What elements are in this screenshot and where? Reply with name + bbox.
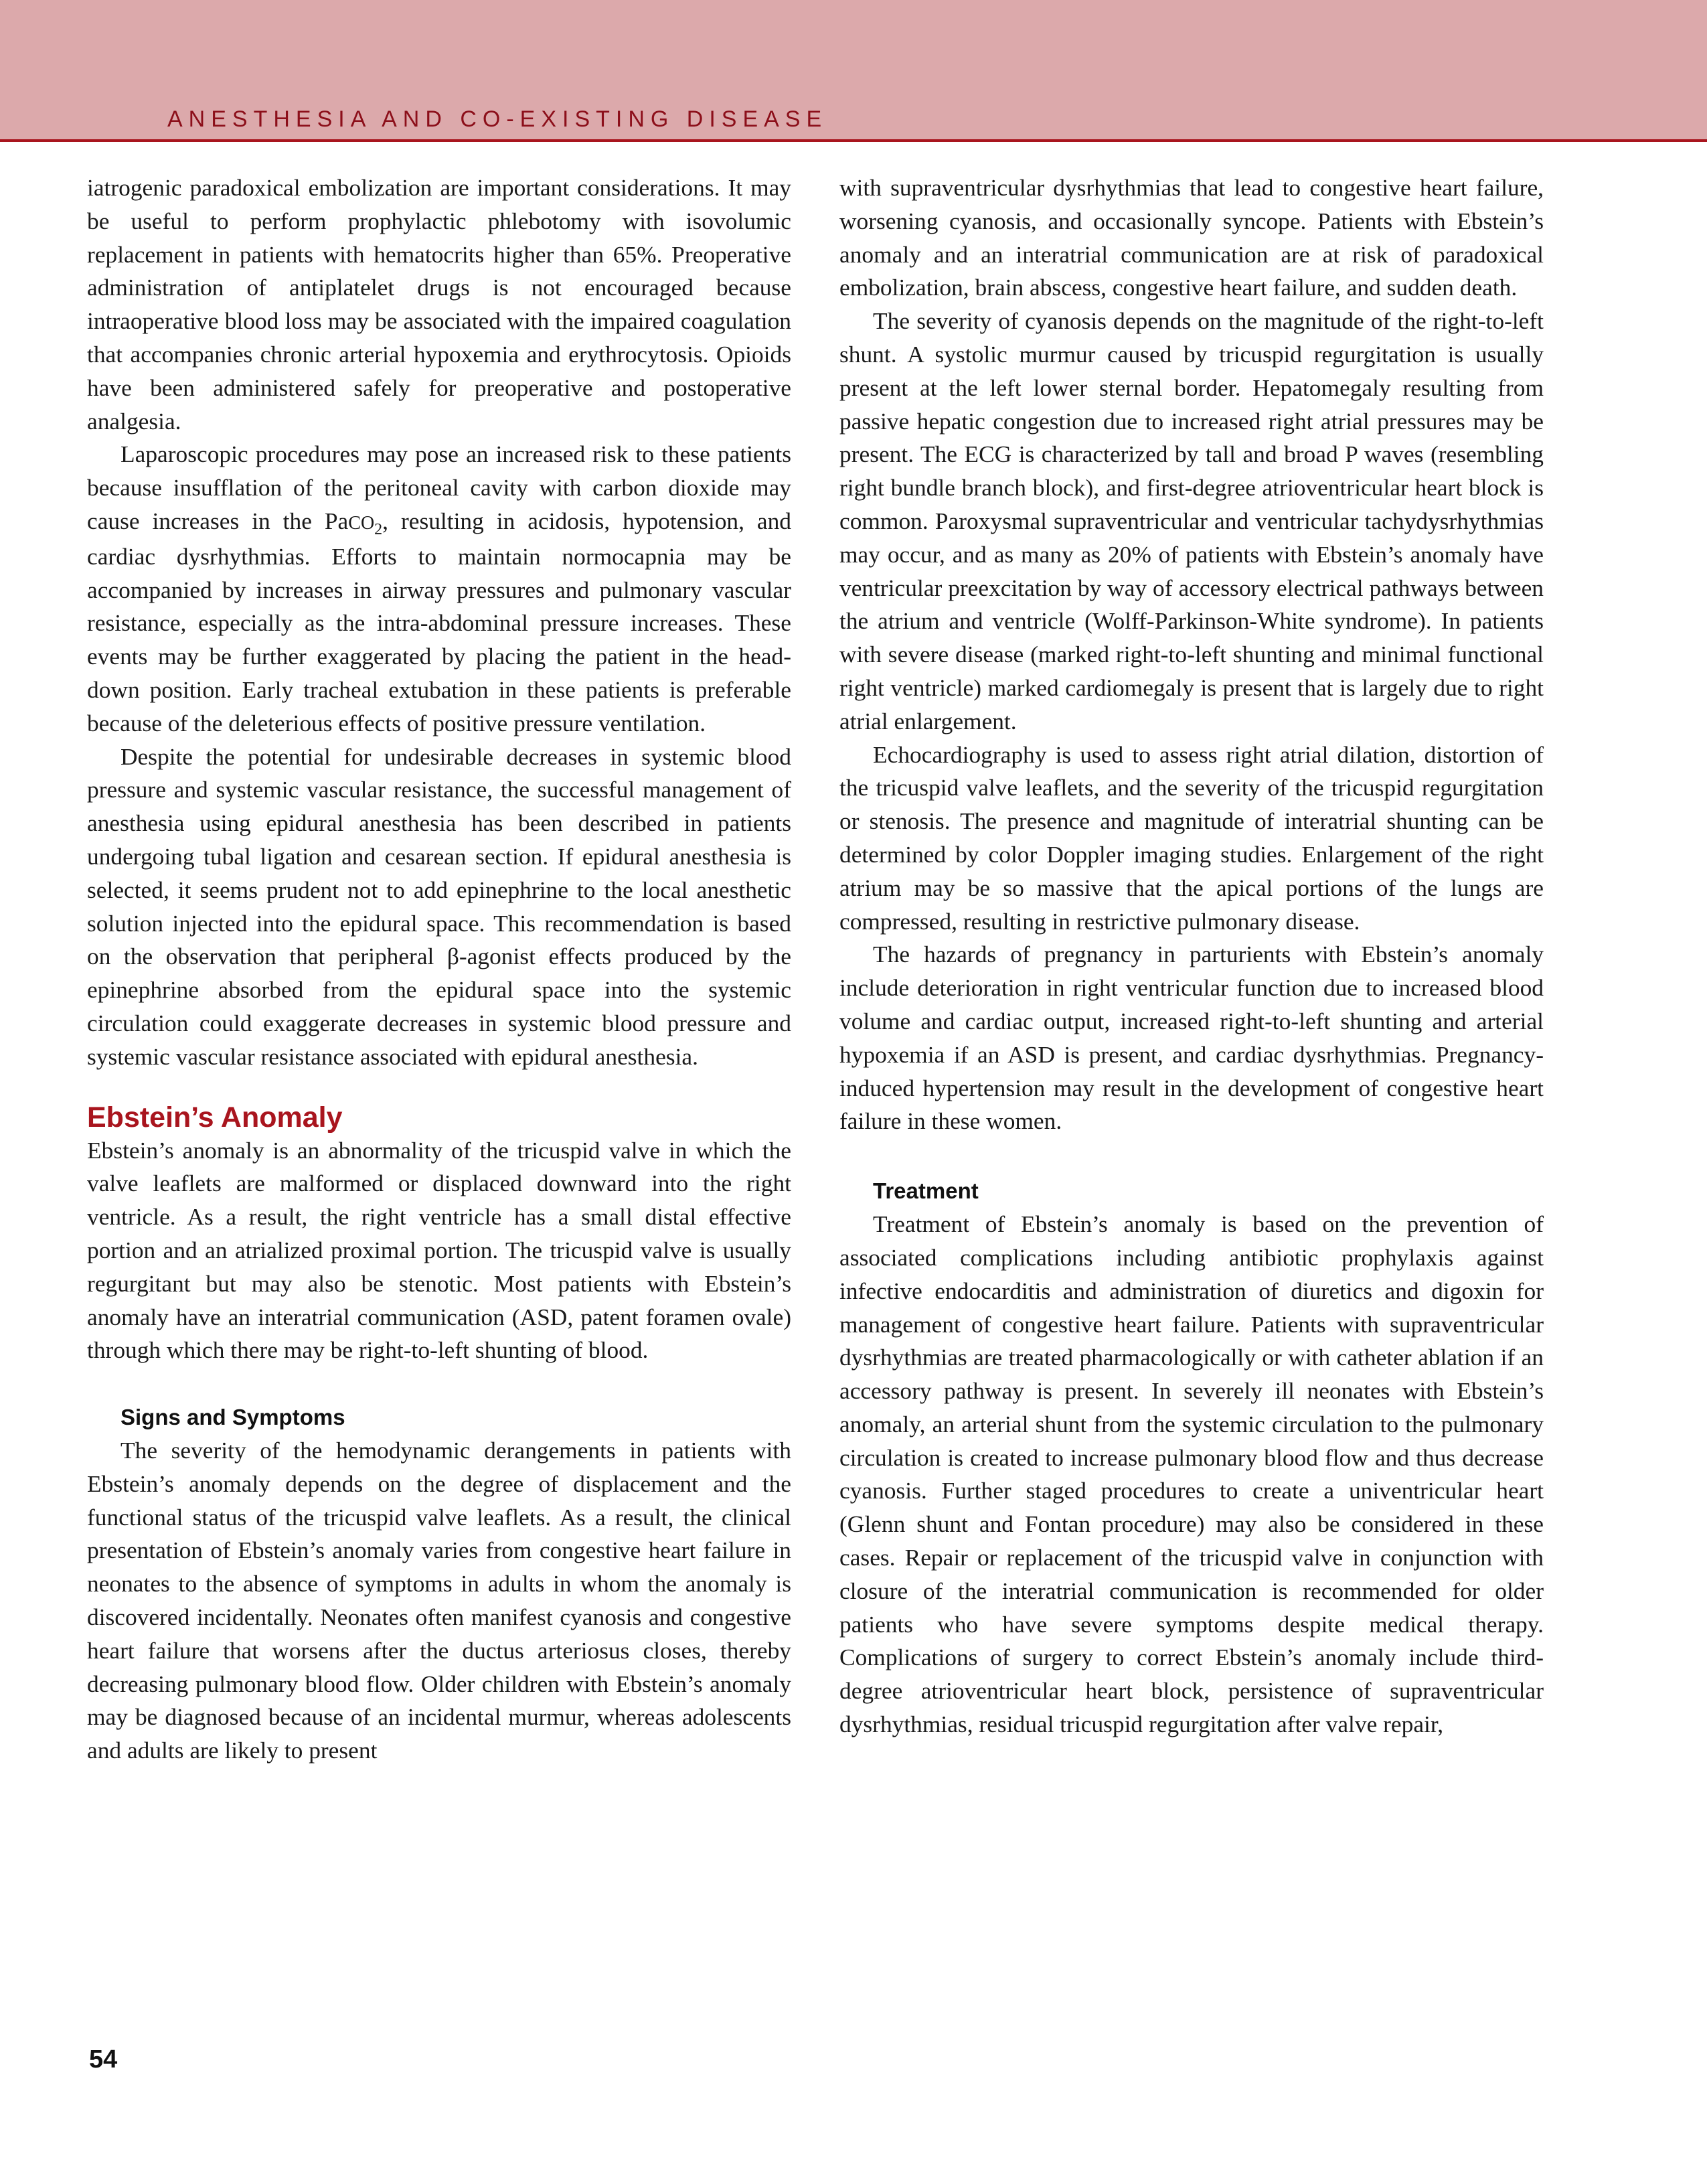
paragraph: Echocardiography is used to assess right atrial dilation, distortion of the tricuspid valve leaflets, and the severity of the tricuspid regurgitation or stenosis. The presence and magnitude of interatrial shunting can be determined by color Doppler imaging studies. Enlargement of the right atrium may be so massive that the apical portions of the lungs are compressed, resulting in restrictive pulmonary disease. [839, 740, 1544, 935]
paragraph: The severity of the hemodynamic derangements in patients with Ebstein’s anomaly depends on the degree of displacement and the functional status of the tricuspid valve leaflets. As a result, the clinical presentation of Ebstein’s anomaly varies from congestive heart failure in neonates to the absence of symptoms in adults in whom the anomaly is discovered incidentally. Neonates often manifest cyanosis and congestive heart failure that worsens after the ductus arteriosus closes, thereby decreasing pulmonary blood flow. Older children with Ebstein’s anomaly may be diagnosed because of an incidental murmur, whereas adolescents and adults are likely to present [87, 1437, 791, 1764]
paragraph: Despite the potential for undesirable decreases in systemic blood pressure and systemic vascular resistance, the successful management of anesthesia using epidural anesthesia has been described in patients undergoing tubal ligation and cesarean section. If epidural anesthesia is selected, it seems prudent not to add epinephrine to the local anesthetic solution injected into the epidural space. This recommendation is based on the observation that peripheral β-agonist effects produced by the epinephrine absorbed from the epidural space into the systemic circulation could exaggerate decreases in systemic blood pressure and systemic vascular resistance associated with epidural anesthesia. [87, 743, 791, 1070]
left-column [87, 171, 791, 1768]
header-band [0, 0, 1707, 142]
paragraph: The severity of cyanosis depends on the magnitude of the right-to-left shunt. A systolic murmur caused by tricuspid regurgitation is usually present at the left lower sternal border. Hepatomegaly resulting from passive hepatic congestion due to increased right atrial pressures may be present. The ECG is characterized by tall and broad P waves (resembling right bundle branch block), and first-degree atrioventricular heart block is common. Paroxysmal supraventricular and ventricular tachydysrhythmias may occur, and as many as 20% of patients with Ebstein’s anomaly have ventricular preexcitation by way of accessory electrical pathways between the atrium and ventricle (Wolff-Parkinson-White syndrome). In patients with severe disease (marked right-to-left shunting and minimal functional right ventricle) marked cardiomegaly is present that is largely due to right atrial enlargement. [839, 307, 1544, 734]
paragraph: Ebstein’s anomaly is an abnormality of the tricuspid valve in which the valve leaflets are malformed or displaced downward into the right ventricle. As a result, the right ventricle has a small distal effective portion and an atrialized proximal portion. The tricuspid valve is usually regurgitant but may also be stenotic. Most patients with Ebstein’s anomaly have an interatrial communication (ASD, patent foramen ovale) through which there may be right-to-left shunting of blood. [87, 1136, 791, 1364]
paco2-co: CO [348, 512, 375, 534]
section-heading: Ebstein’s Anomaly [87, 1101, 343, 1134]
paragraph [87, 438, 791, 740]
paco2-subscript: 2 [374, 521, 383, 539]
paragraph: The hazards of pregnancy in parturients with Ebstein’s anomaly include deterioration in right ventricular function due to increased blood volume and cardiac output, increased right-to-left shunting and arterial hypoxemia if an ASD is present, and cardiac dysrhythmias. Pregnancy-induced hypertension may result in the development of congestive heart failure in these women. [839, 941, 1544, 1135]
right-column [839, 171, 1544, 1741]
paragraph: Treatment of Ebstein’s anomaly is based on the prevention of associated complications including antibiotic prophylaxis against infective endocarditis and administration of diuretics and digoxin for management of congestive heart failure. Patients with supraventricular dysrhythmias are treated pharmacologically or with catheter ablation if an accessory pathway is present. In severely ill neonates with Ebstein’s anomaly, an arterial shunt from the systemic circulation to the pulmonary circulation is created to increase pulmonary blood flow and thus decrease cyanosis. Further staged procedures to create a univentricular heart (Glenn shunt and Fontan procedure) may also be considered in these cases. Repair or replacement of the tricuspid valve in conjunction with closure of the interatrial communication is recommended for older patients who have severe symptoms despite medical therapy. Complications of surgery to correct Ebstein’s anomaly include third-degree atrioventricular heart block, persistence of supraventricular dysrhythmias, residual tricuspid regurgitation after valve repair, [839, 1211, 1544, 1738]
paragraph-text: , resulting in acidosis, hypotension, and cardiac dysrhythmias. Efforts to maintain normocapnia may be accompanied by increases in airway pressures and pulmonary vascular resistance, especially as the intra-abdominal pressure increases. These events may be further exaggerated by placing the patient in the head-down position. Early tracheal extubation in these patients is preferable because of the deleterious effects of positive pressure ventilation. [87, 507, 791, 736]
page-number: 54 [89, 2045, 118, 2074]
paragraph-text: Laparoscopic procedures may pose an increased risk to these patients because insufflation of the peritoneal cavity with carbon dioxide may cause increases in the Pa [87, 441, 791, 534]
subheading: Signs and Symptoms [120, 1405, 345, 1430]
running-title: ANESTHESIA AND CO-EXISTING DISEASE [167, 106, 828, 132]
paragraph: with supraventricular dysrhythmias that lead to congestive heart failure, worsening cyanosis, and occasionally syncope. Patients with Ebstein’s anomaly and an interatrial communication are at risk of paradoxical embolization, brain abscess, congestive heart failure, and sudden death. [839, 174, 1544, 301]
paragraph: iatrogenic paradoxical embolization are important considerations. It may be useful to perform prophylactic phlebotomy with isovolumic replacement in patients with hematocrits higher than 65%. Preoperative administration of antiplatelet drugs is not encouraged because intraoperative blood loss may be associated with the impaired coagulation that accompanies chronic arterial hypoxemia and erythrocytosis. Opioids have been administered safely for preoperative and postoperative analgesia. [87, 174, 791, 435]
subheading: Treatment [873, 1178, 979, 1204]
